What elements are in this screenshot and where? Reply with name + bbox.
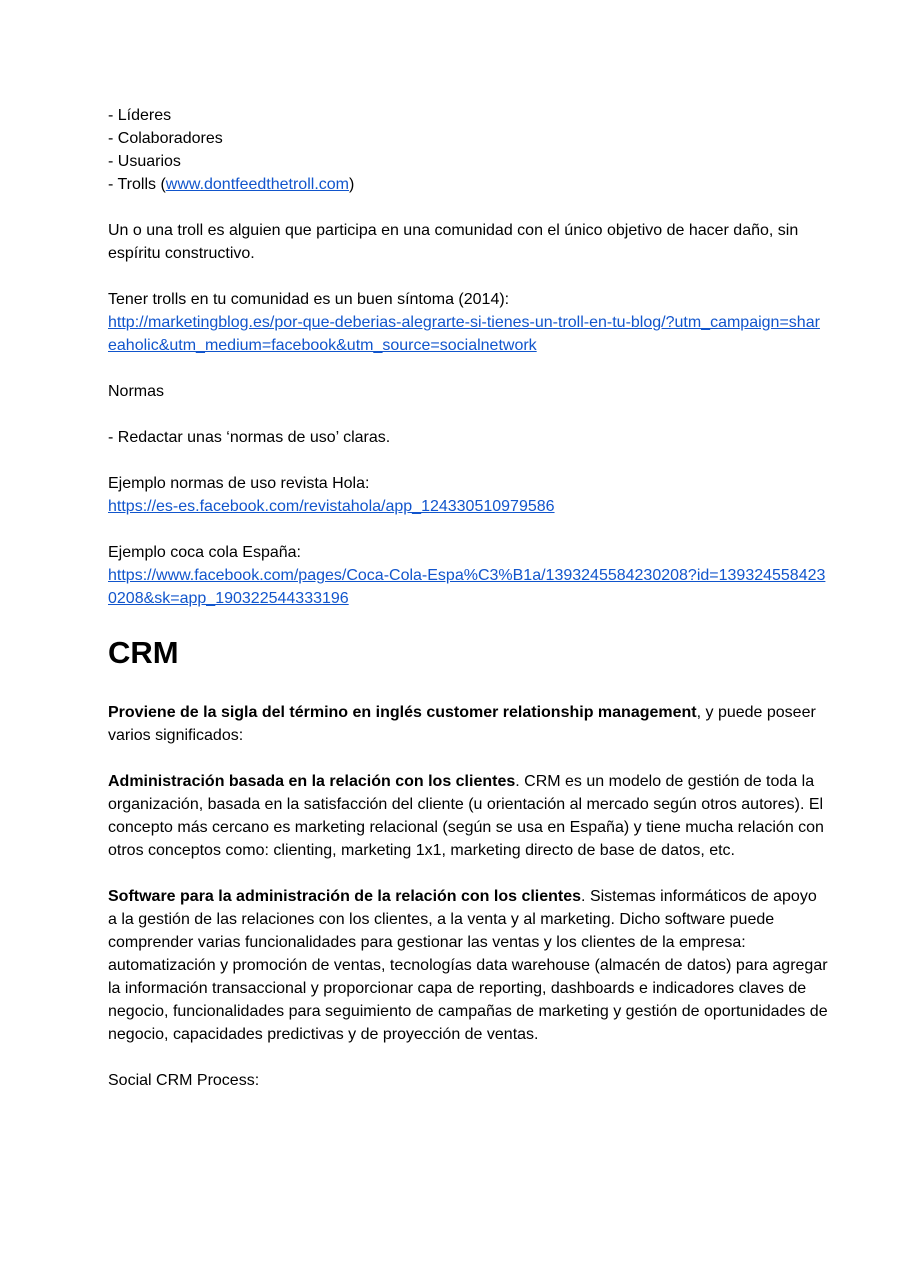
crm-definition1-rest: . CRM es un modelo de gestión de toda la organización, basada en la satisfacción del cliente (u orientación al mercado según otros autores). El concepto más cercano es marketing relacional (según se usa en España) y tiene mucha relación con otros conceptos como: clienting, marketing 1x1, marketing directo de base de datos, etc. (108, 773, 824, 859)
example-hola-label: Ejemplo normas de uso revista Hola: (108, 475, 370, 492)
normas-heading: Normas (108, 383, 165, 400)
crm-definition2-paragraph (108, 885, 828, 1046)
example-cocacola-paragraph (108, 541, 828, 610)
list-item-trolls (108, 173, 828, 196)
crm-intro-bold: Proviene de la sigla del término en inglés customer relationship management (108, 704, 697, 721)
roles-list (108, 104, 828, 196)
troll-symptom-paragraph (108, 288, 828, 357)
crm-intro-rest: , y puede poseer varios significados: (108, 704, 816, 744)
crm-intro-paragraph (108, 701, 828, 747)
troll-definition-paragraph: Un o una troll es alguien que participa en una comunidad con el único objetivo de hacer daño, sin espíritu constructivo. (108, 222, 799, 262)
list-item-usuarios: - Usuarios (108, 153, 181, 170)
crm-definition1-bold: Administración basada en la relación con los clientes (108, 773, 516, 790)
crm-heading: CRM (108, 635, 179, 670)
trolls-prefix: - Trolls ( (108, 176, 166, 193)
example-cocacola-label: Ejemplo coca cola España: (108, 544, 301, 561)
trolls-suffix: ) (348, 176, 355, 193)
crm-definition1-paragraph (108, 770, 828, 862)
crm-definition2-bold: Software para la administración de la relación con los clientes (108, 888, 582, 905)
troll-symptom-intro: Tener trolls en tu comunidad es un buen síntoma (2014): (108, 291, 510, 308)
example-hola-paragraph (108, 472, 828, 518)
list-item-colaboradores: - Colaboradores (108, 130, 223, 147)
normas-rule: - Redactar unas ‘normas de uso’ claras. (108, 429, 391, 446)
link-facebook-revistahola[interactable]: https://es-es.facebook.com/revistahola/app_124330510979586 (108, 498, 555, 515)
link-dontfeedthetroll[interactable]: www.dontfeedthetroll.com (165, 176, 349, 193)
list-item-lideres: - Líderes (108, 107, 172, 124)
link-marketingblog[interactable]: http://marketingblog.es/por-que-deberias-alegrarte-si-tienes-un-troll-en-tu-blog/?utm_campaign=shareaholic&utm_medium=facebook&utm_source=socialnetwork (108, 314, 820, 354)
social-crm-label: Social CRM Process: (108, 1072, 260, 1089)
link-facebook-cocacola[interactable]: https://www.facebook.com/pages/Coca-Cola-Espa%C3%B1a/1393245584230208?id=1393245584230208&sk=app_190322544333196 (108, 567, 826, 607)
crm-definition2-rest: . Sistemas informáticos de apoyo a la gestión de las relaciones con los clientes, a la venta y al marketing. Dicho software puede comprender varias funcionalidades para gestionar las ventas y los clientes de la empresa: automatización y promoción de ventas, tecnologías data warehouse (almacén de datos) para agregar la información transaccional y proporcionar capa de reporting, dashboards e indicadores claves de negocio, funcionalidades para seguimiento de campañas de marketing y gestión de oportunidades de negocio, capacidades predictivas y de proyección de ventas. (108, 888, 828, 1043)
